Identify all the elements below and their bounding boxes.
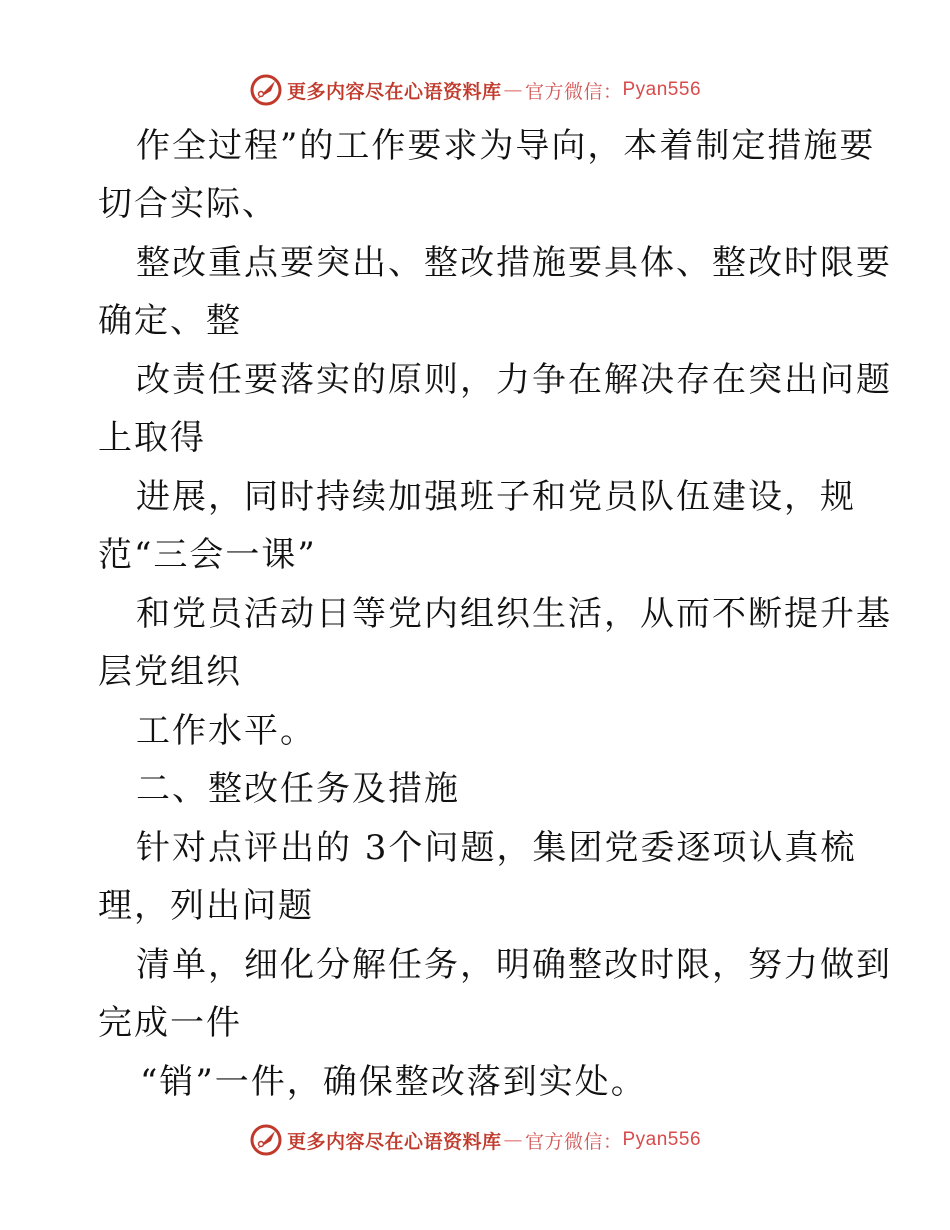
quill-logo-icon (249, 73, 283, 107)
banner-wechat-label: 官方微信： (524, 80, 623, 103)
text-line: 层党组织 (98, 652, 242, 692)
banner-wechat-label: 官方微信： (524, 1130, 623, 1153)
banner-separator: — (503, 1129, 523, 1151)
text-line: 确定、整 (98, 301, 242, 341)
text-line: 上取得 (98, 418, 206, 458)
text-line: 切合实际、 (98, 184, 278, 224)
text-line: 范“三会一课” (98, 535, 317, 575)
text-line: 改责任要落实的原则，力争在解决存在突出问题 (136, 360, 892, 400)
banner-separator: — (503, 79, 523, 101)
text-line: “销”一件，确保整改落到实处。 (140, 1062, 647, 1102)
footer-banner[interactable] (0, 1120, 950, 1160)
banner-wechat-id: Pyan556 (622, 1129, 702, 1150)
header-banner[interactable] (0, 70, 950, 110)
text-line: 整改重点要突出、整改措施要具体、整改时限要 (136, 243, 892, 283)
text-line: 工作水平。 (136, 711, 316, 751)
text-line: 作全过程”的工作要求为导向，本着制定措施要 (136, 126, 876, 166)
text-line: 理，列出问题 (98, 886, 314, 926)
banner-text: 更多内容尽在心语资料库 (286, 1130, 502, 1153)
text-line: 清单，细化分解任务，明确整改时限，努力做到 (136, 945, 892, 985)
section-heading: 二、整改任务及措施 (136, 769, 460, 809)
text-line: 针对点评出的 3个问题，集团党委逐项认真梳 (136, 828, 857, 868)
text-line: 进展，同时持续加强班子和党员队伍建设，规 (136, 477, 856, 517)
banner-wechat-id: Pyan556 (622, 79, 702, 100)
banner-text: 更多内容尽在心语资料库 (286, 80, 502, 103)
text-line: 完成一件 (98, 1003, 242, 1043)
quill-logo-icon (249, 1123, 283, 1157)
text-line: 和党员活动日等党内组织生活，从而不断提升基 (136, 594, 892, 634)
